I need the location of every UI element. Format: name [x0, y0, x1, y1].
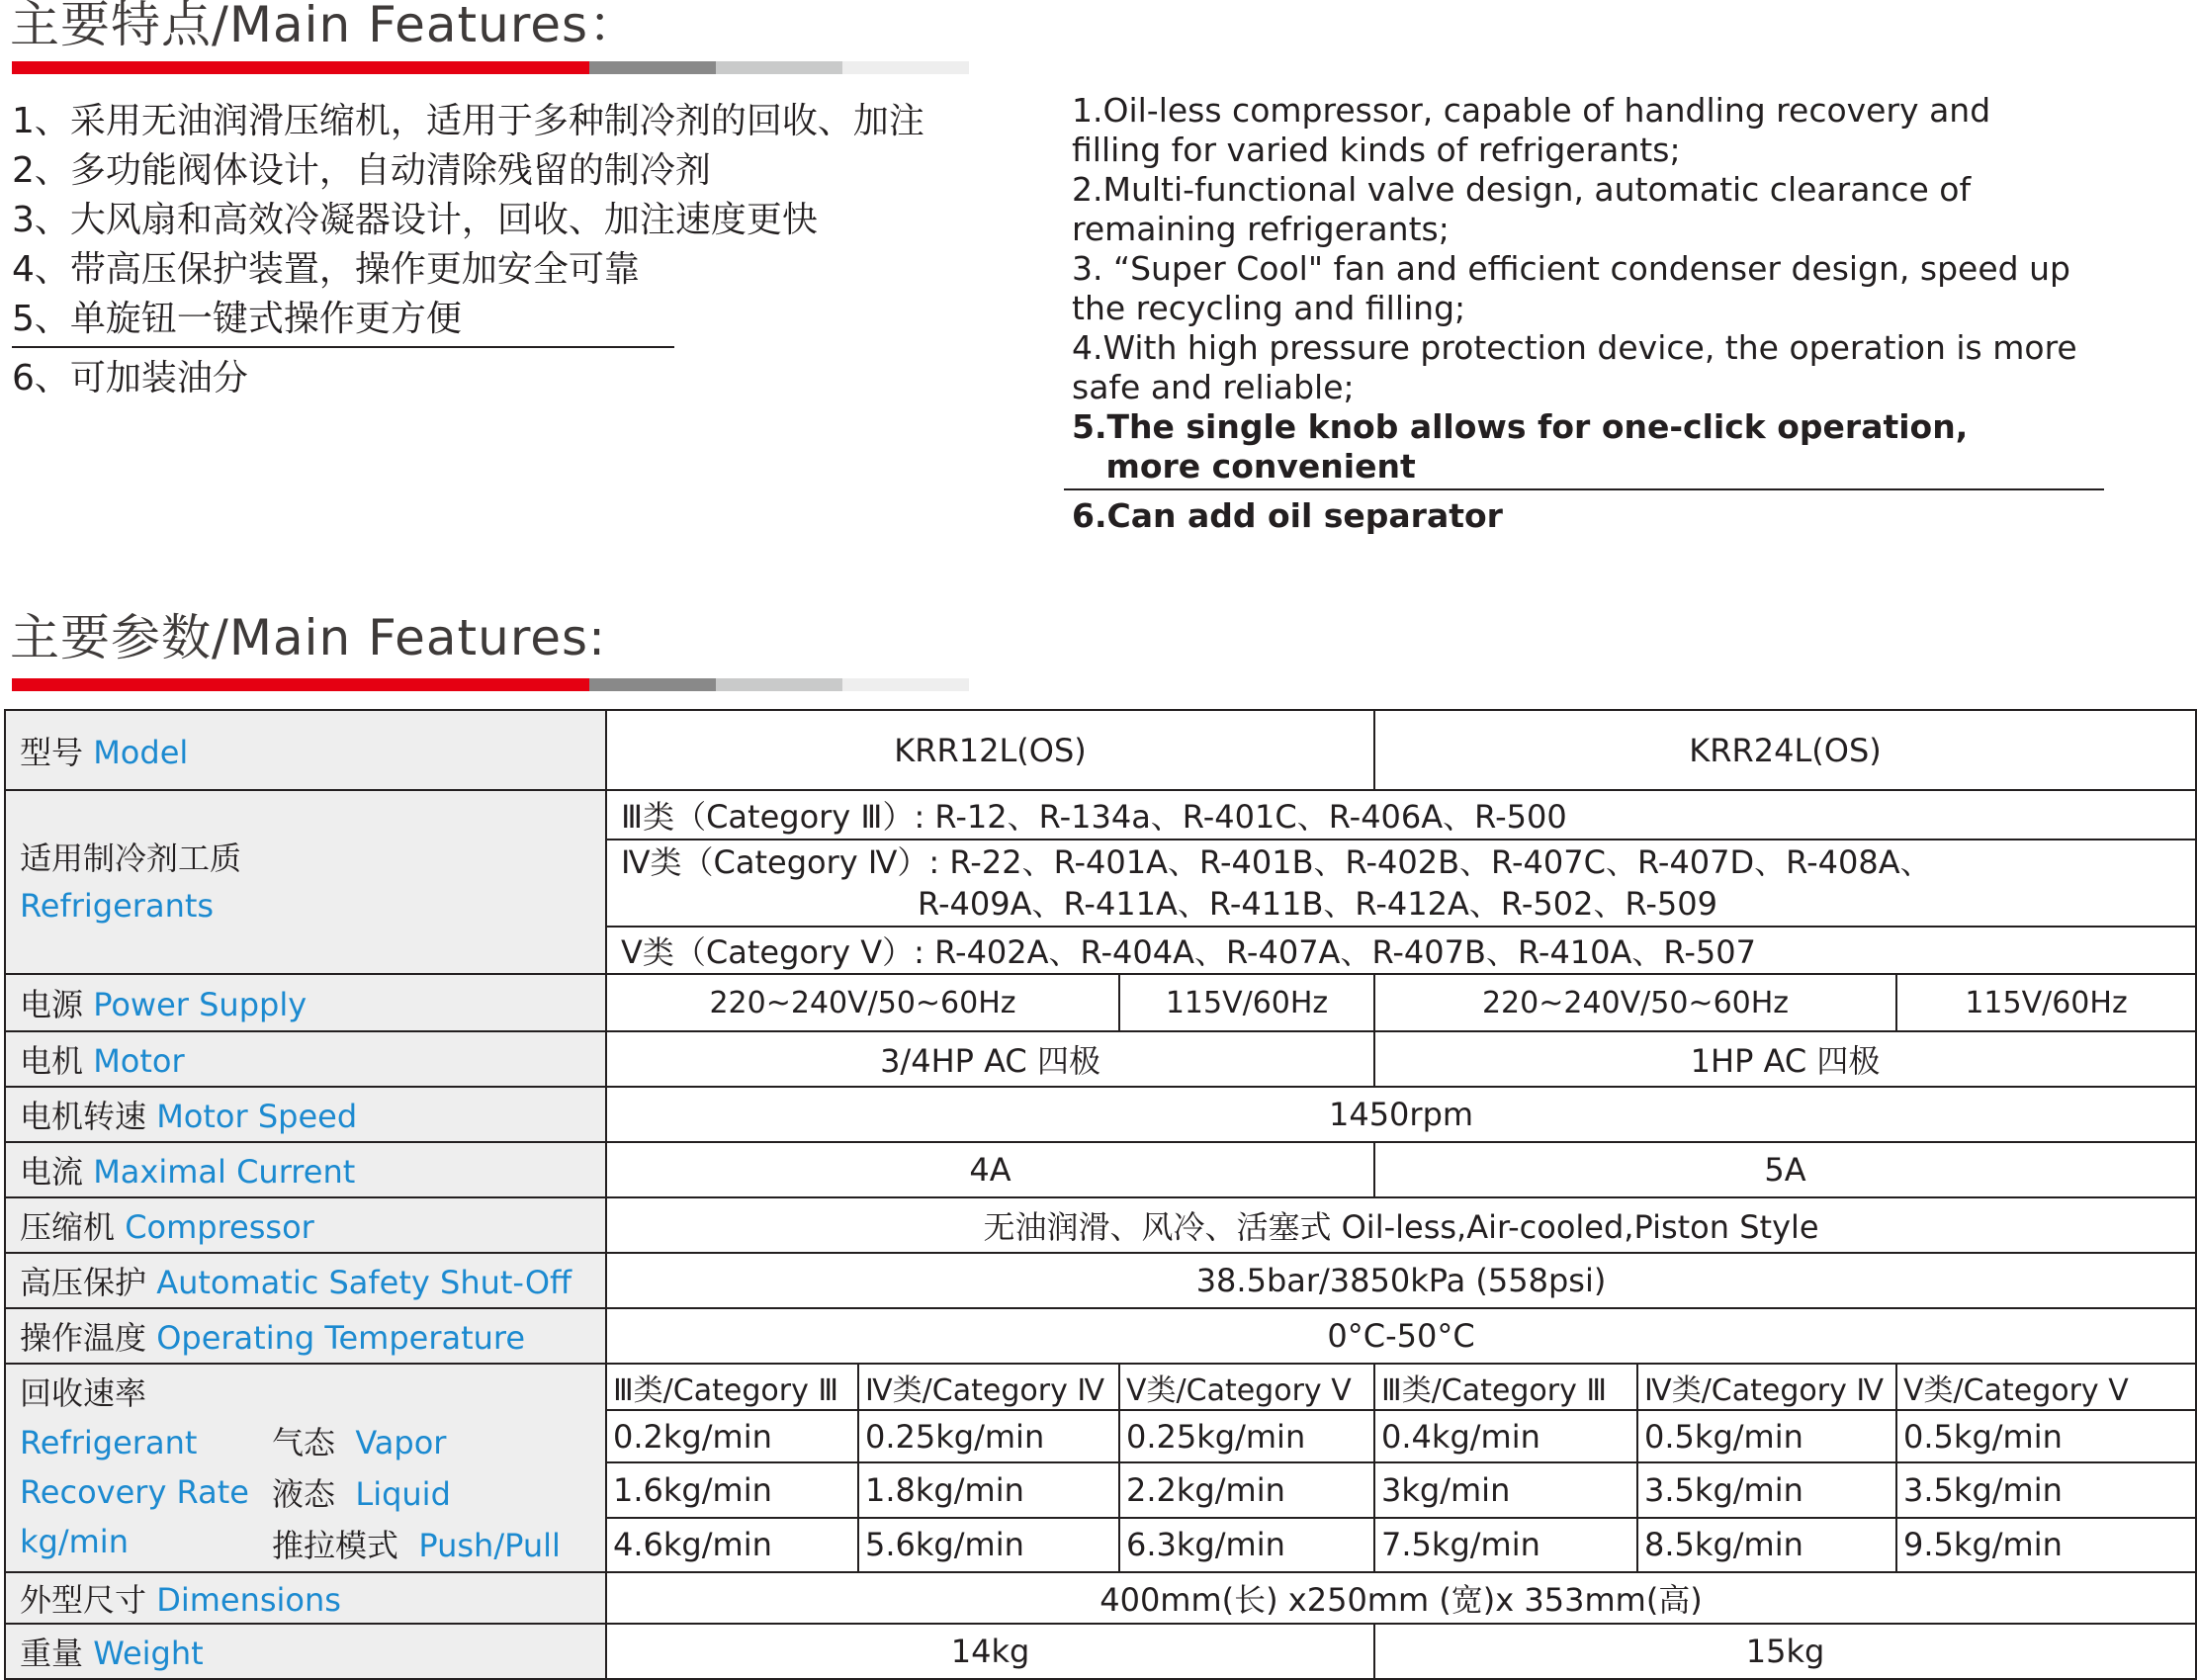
label-current: 电流 Maximal Current	[5, 1142, 606, 1197]
compressor-value: 无油润滑、风冷、活塞式 Oil-less,Air-cooled,Piston Style	[606, 1197, 2196, 1253]
spec-table	[4, 709, 2197, 1680]
label-refrigerants: 适用制冷剂工质 Refrigerants	[5, 790, 606, 974]
power-v3: 220~240V/50~60Hz	[1374, 974, 1896, 1031]
row-recovery-header	[5, 1364, 2196, 1410]
label-recovery: 回收速率 Refrigerant Recovery Rate kg/min 气态 Vapor 液态 Liquid 推拉模式 Push/Pull	[5, 1364, 606, 1572]
vapor-rate: 0.25kg/min	[858, 1410, 1119, 1462]
label-dimensions: 外型尺寸 Dimensions	[5, 1572, 606, 1624]
label-motor: 电机 Motor	[5, 1031, 606, 1087]
feature-en-line: 2.Multi-functional valve design, automatic clearance of	[1072, 170, 1972, 209]
recovery-header: Ⅴ类/Category Ⅴ	[1119, 1364, 1374, 1410]
row-refrigerants-cat3	[5, 790, 2196, 840]
row-motor	[5, 1031, 2196, 1087]
pushpull-rate: 8.5kg/min	[1637, 1518, 1896, 1572]
weight-v2: 15kg	[1374, 1624, 2196, 1679]
feature-en-line: more convenient	[1072, 447, 1416, 486]
title-accent-bar	[12, 61, 969, 74]
power-v1: 220~240V/50~60Hz	[606, 974, 1119, 1031]
safety-value: 38.5bar/3850kPa (558psi)	[606, 1253, 2196, 1308]
feature-cn-item: 1、采用无油润滑压缩机，适用于多种制冷剂的回收、加注	[12, 101, 924, 141]
model-krr12: KRR12L(OS)	[606, 710, 1374, 790]
recovery-header: Ⅴ类/Category Ⅴ	[1896, 1364, 2196, 1410]
feature-cn-item: 3、大风扇和高效冷凝器设计，回收、加注速度更快	[12, 200, 818, 240]
feature-en-line: 3. “Super Cool" fan and efficient condenser design, speed up	[1072, 249, 2070, 288]
temperature-value: 0°C-50°C	[606, 1308, 2196, 1364]
row-motor-speed	[5, 1087, 2196, 1142]
feature-en-line: the recycling and filling;	[1072, 289, 1466, 327]
feature-cn-item: 5、单旋钮一键式操作更方便	[12, 299, 462, 339]
row-safety	[5, 1253, 2196, 1308]
vapor-rate: 0.5kg/min	[1896, 1410, 2196, 1462]
divider	[1064, 488, 2104, 490]
pushpull-rate: 4.6kg/min	[606, 1518, 858, 1572]
label-safety: 高压保护 Automatic Safety Shut-Off	[5, 1253, 606, 1308]
feature-en-line: 4.With high pressure protection device, the operation is more	[1072, 328, 2077, 367]
row-compressor	[5, 1197, 2196, 1253]
liquid-rate: 1.6kg/min	[606, 1462, 858, 1517]
vapor-rate: 0.2kg/min	[606, 1410, 858, 1462]
liquid-rate: 3kg/min	[1374, 1462, 1637, 1517]
power-v2: 115V/60Hz	[1119, 974, 1374, 1031]
refrigerant-cat5: Ⅴ类（Category Ⅴ）: R-402A、R-404A、R-407A、R-407B、R-410A、R-507	[606, 927, 2196, 974]
row-dimensions	[5, 1572, 2196, 1624]
features-cn-list	[12, 97, 924, 344]
motor-speed-value: 1450rpm	[606, 1087, 2196, 1142]
label-motor-speed: 电机转速 Motor Speed	[5, 1087, 606, 1142]
divider	[12, 346, 674, 348]
current-v2: 5A	[1374, 1142, 2196, 1197]
dimensions-value: 400mm(长) x250mm (宽)x 353mm(高)	[606, 1572, 2196, 1624]
feature-en-line: 1.Oil-less compressor, capable of handling recovery and	[1072, 91, 1991, 130]
recovery-header: Ⅲ类/Category Ⅲ	[1374, 1364, 1637, 1410]
feature-en-line: 5.The single knob allows for one-click operation,	[1072, 407, 1969, 446]
motor-v2: 1HP AC 四极	[1374, 1031, 2196, 1087]
pushpull-rate: 5.6kg/min	[858, 1518, 1119, 1572]
label-weight: 重量 Weight	[5, 1624, 606, 1679]
label-temperature: 操作温度 Operating Temperature	[5, 1308, 606, 1364]
vapor-rate: 0.25kg/min	[1119, 1410, 1374, 1462]
feature-en-item-6: 6.Can add oil separator	[1072, 496, 1503, 535]
pushpull-rate: 7.5kg/min	[1374, 1518, 1637, 1572]
current-v1: 4A	[606, 1142, 1374, 1197]
feature-en-line: safe and reliable;	[1072, 368, 1355, 406]
feature-cn-item: 4、带高压保护装置，操作更加安全可靠	[12, 249, 640, 290]
row-temperature	[5, 1308, 2196, 1364]
features-en-list	[1072, 91, 2077, 407]
recovery-header: Ⅲ类/Category Ⅲ	[606, 1364, 858, 1410]
pushpull-rate: 6.3kg/min	[1119, 1518, 1374, 1572]
recovery-header: Ⅳ类/Category Ⅳ	[1637, 1364, 1896, 1410]
power-v4: 115V/60Hz	[1896, 974, 2196, 1031]
feature-en-line: remaining refrigerants;	[1072, 210, 1450, 248]
label-compressor: 压缩机 Compressor	[5, 1197, 606, 1253]
refrigerant-cat3: Ⅲ类（Category Ⅲ）: R-12、R-134a、R-401C、R-406A、R-500	[606, 790, 2196, 840]
liquid-rate: 3.5kg/min	[1896, 1462, 2196, 1517]
liquid-rate: 3.5kg/min	[1637, 1462, 1896, 1517]
row-current	[5, 1142, 2196, 1197]
row-weight	[5, 1624, 2196, 1679]
recovery-header: Ⅳ类/Category Ⅳ	[858, 1364, 1119, 1410]
vapor-rate: 0.4kg/min	[1374, 1410, 1637, 1462]
features-title: 主要特点/Main Features：	[10, 0, 640, 53]
specs-title: 主要参数/Main Features:	[10, 609, 606, 666]
feature-cn-item: 6、可加装油分	[12, 358, 248, 398]
row-power	[5, 974, 2196, 1031]
row-model	[5, 710, 2196, 790]
refrigerant-cat4: Ⅳ类（Category Ⅳ）: R-22、R-401A、R-401B、R-402B、R-407C、R-407D、R-408A、 R-409A、R-411A、R-411B、R-412A、R-502、R-509	[606, 840, 2196, 927]
feature-cn-item: 2、多功能阀体设计，自动清除残留的制冷剂	[12, 150, 711, 191]
pushpull-rate: 9.5kg/min	[1896, 1518, 2196, 1572]
title-accent-bar	[12, 678, 969, 691]
feature-en-item-5	[1072, 407, 1968, 486]
motor-v1: 3/4HP AC 四极	[606, 1031, 1374, 1087]
weight-v1: 14kg	[606, 1624, 1374, 1679]
feature-en-line: filling for varied kinds of refrigerants;	[1072, 131, 1681, 169]
model-krr24: KRR24L(OS)	[1374, 710, 2196, 790]
vapor-rate: 0.5kg/min	[1637, 1410, 1896, 1462]
label-power: 电源 Power Supply	[5, 974, 606, 1031]
liquid-rate: 2.2kg/min	[1119, 1462, 1374, 1517]
label-model: 型号 Model	[5, 710, 606, 790]
liquid-rate: 1.8kg/min	[858, 1462, 1119, 1517]
